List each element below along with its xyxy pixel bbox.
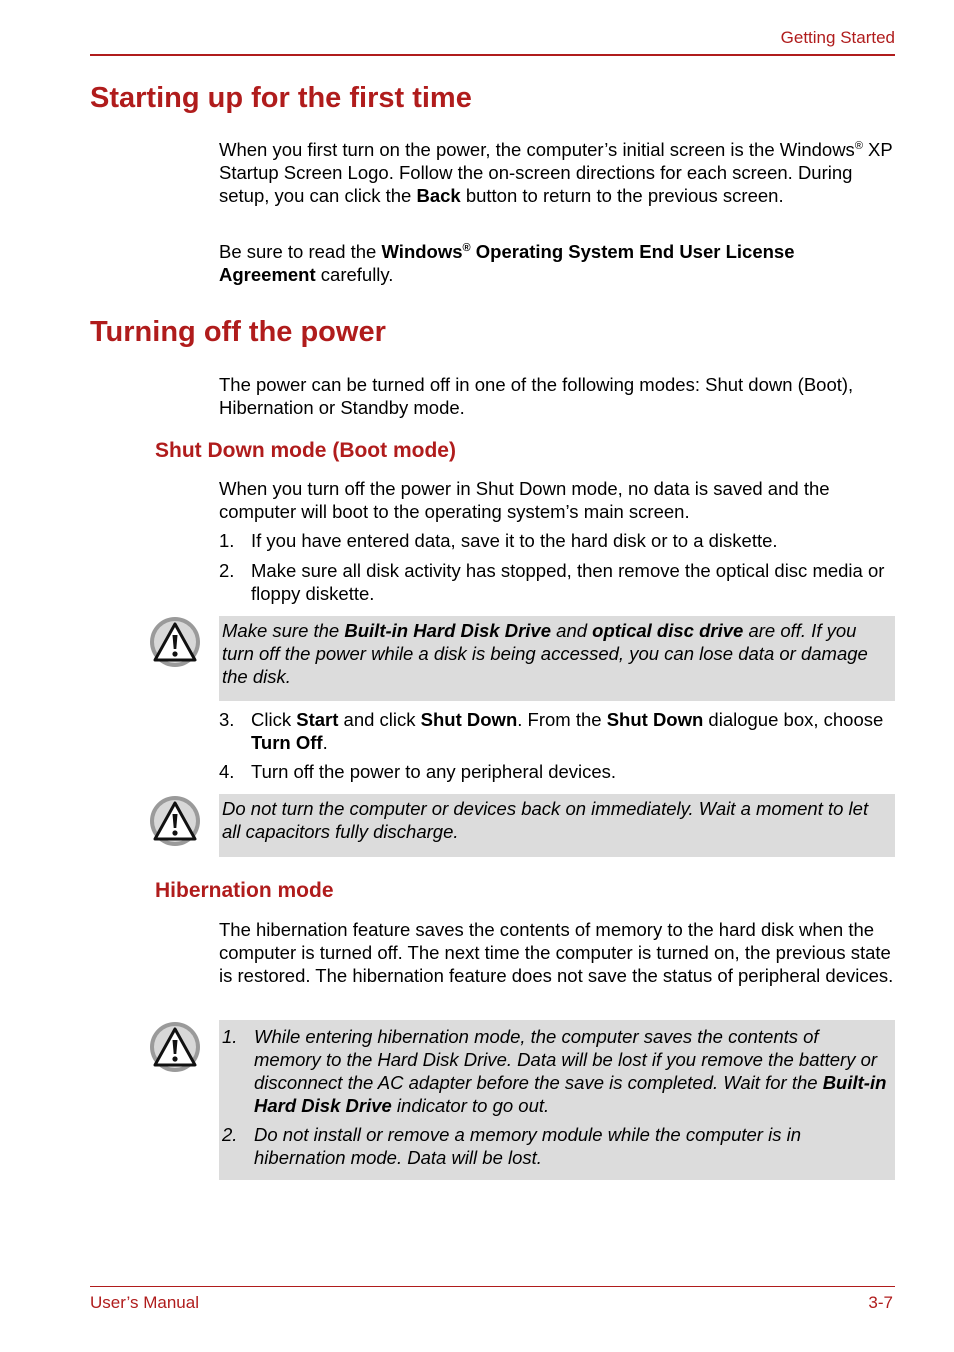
para-hibernation-intro: The hibernation feature saves the contents of memory to the hard disk when the computer is turned off. The next time the computer is turned on, the previous state is restored. The hibernation feature does not save the status of peripheral devices. <box>219 919 894 986</box>
para-license: Be sure to read the Windows® Operating System End User License Agreement carefully. <box>219 241 795 285</box>
list-item: 2. Do not install or remove a memory module while the computer is in hibernation mode. Data will be lost. <box>222 1124 802 1168</box>
footer-rule <box>90 1286 895 1287</box>
running-head: Getting Started <box>780 28 895 47</box>
list-item: 2. Make sure all disk activity has stopped, then remove the optical disc media or floppy diskette. <box>219 560 885 604</box>
heading-starting-up: Starting up for the first time <box>90 82 472 114</box>
caution-triangle-icon <box>149 795 201 847</box>
list-item: 1. While entering hibernation mode, the computer saves the contents of memory to the Hard Disk Drive. Data will be lost if you remove the battery or disconnect the AC adapter before the save is completed. Wait for the Built-in Hard Disk Drive indicator to go out. <box>222 1026 887 1116</box>
caution-triangle-icon <box>149 616 201 668</box>
caution-note-capacitors: Do not turn the computer or devices back on immediately. Wait a moment to let all capacitors fully discharge. <box>219 794 895 857</box>
caution-triangle-icon <box>149 1021 201 1073</box>
caution-note-hibernation <box>219 1020 895 1180</box>
footer-manual-title: User’s Manual <box>90 1293 199 1312</box>
heading-shut-down-mode: Shut Down mode (Boot mode) <box>155 439 456 462</box>
list-item: 4. Turn off the power to any peripheral devices. <box>219 761 617 782</box>
list-item: 1. If you have entered data, save it to the hard disk or to a diskette. <box>219 530 778 551</box>
list-item: 3. Click Start and click Shut Down. From the Shut Down dialogue box, choose Turn Off. <box>219 709 884 753</box>
header-rule <box>90 54 895 56</box>
para-power-modes: The power can be turned off in one of the following modes: Shut down (Boot), Hibernation or Standby mode. <box>219 374 854 418</box>
caution-note-disk: Make sure the Built-in Hard Disk Drive and optical disc drive are off. If you turn off the power while a disk is being accessed, you can lose data or damage the disk. <box>219 616 895 701</box>
para-starting-up: When you first turn on the power, the computer’s initial screen is the Windows® XP Startup Screen Logo. Follow the on-screen directions for each screen. During setup, you can click the Back button to return to the previous screen. <box>219 139 893 206</box>
heading-hibernation-mode: Hibernation mode <box>155 879 334 902</box>
page-number: 3-7 <box>868 1293 893 1312</box>
heading-turning-off: Turning off the power <box>90 316 386 348</box>
para-shut-down-intro: When you turn off the power in Shut Down mode, no data is saved and the computer will boot to the operating system’s main screen. <box>219 478 830 522</box>
